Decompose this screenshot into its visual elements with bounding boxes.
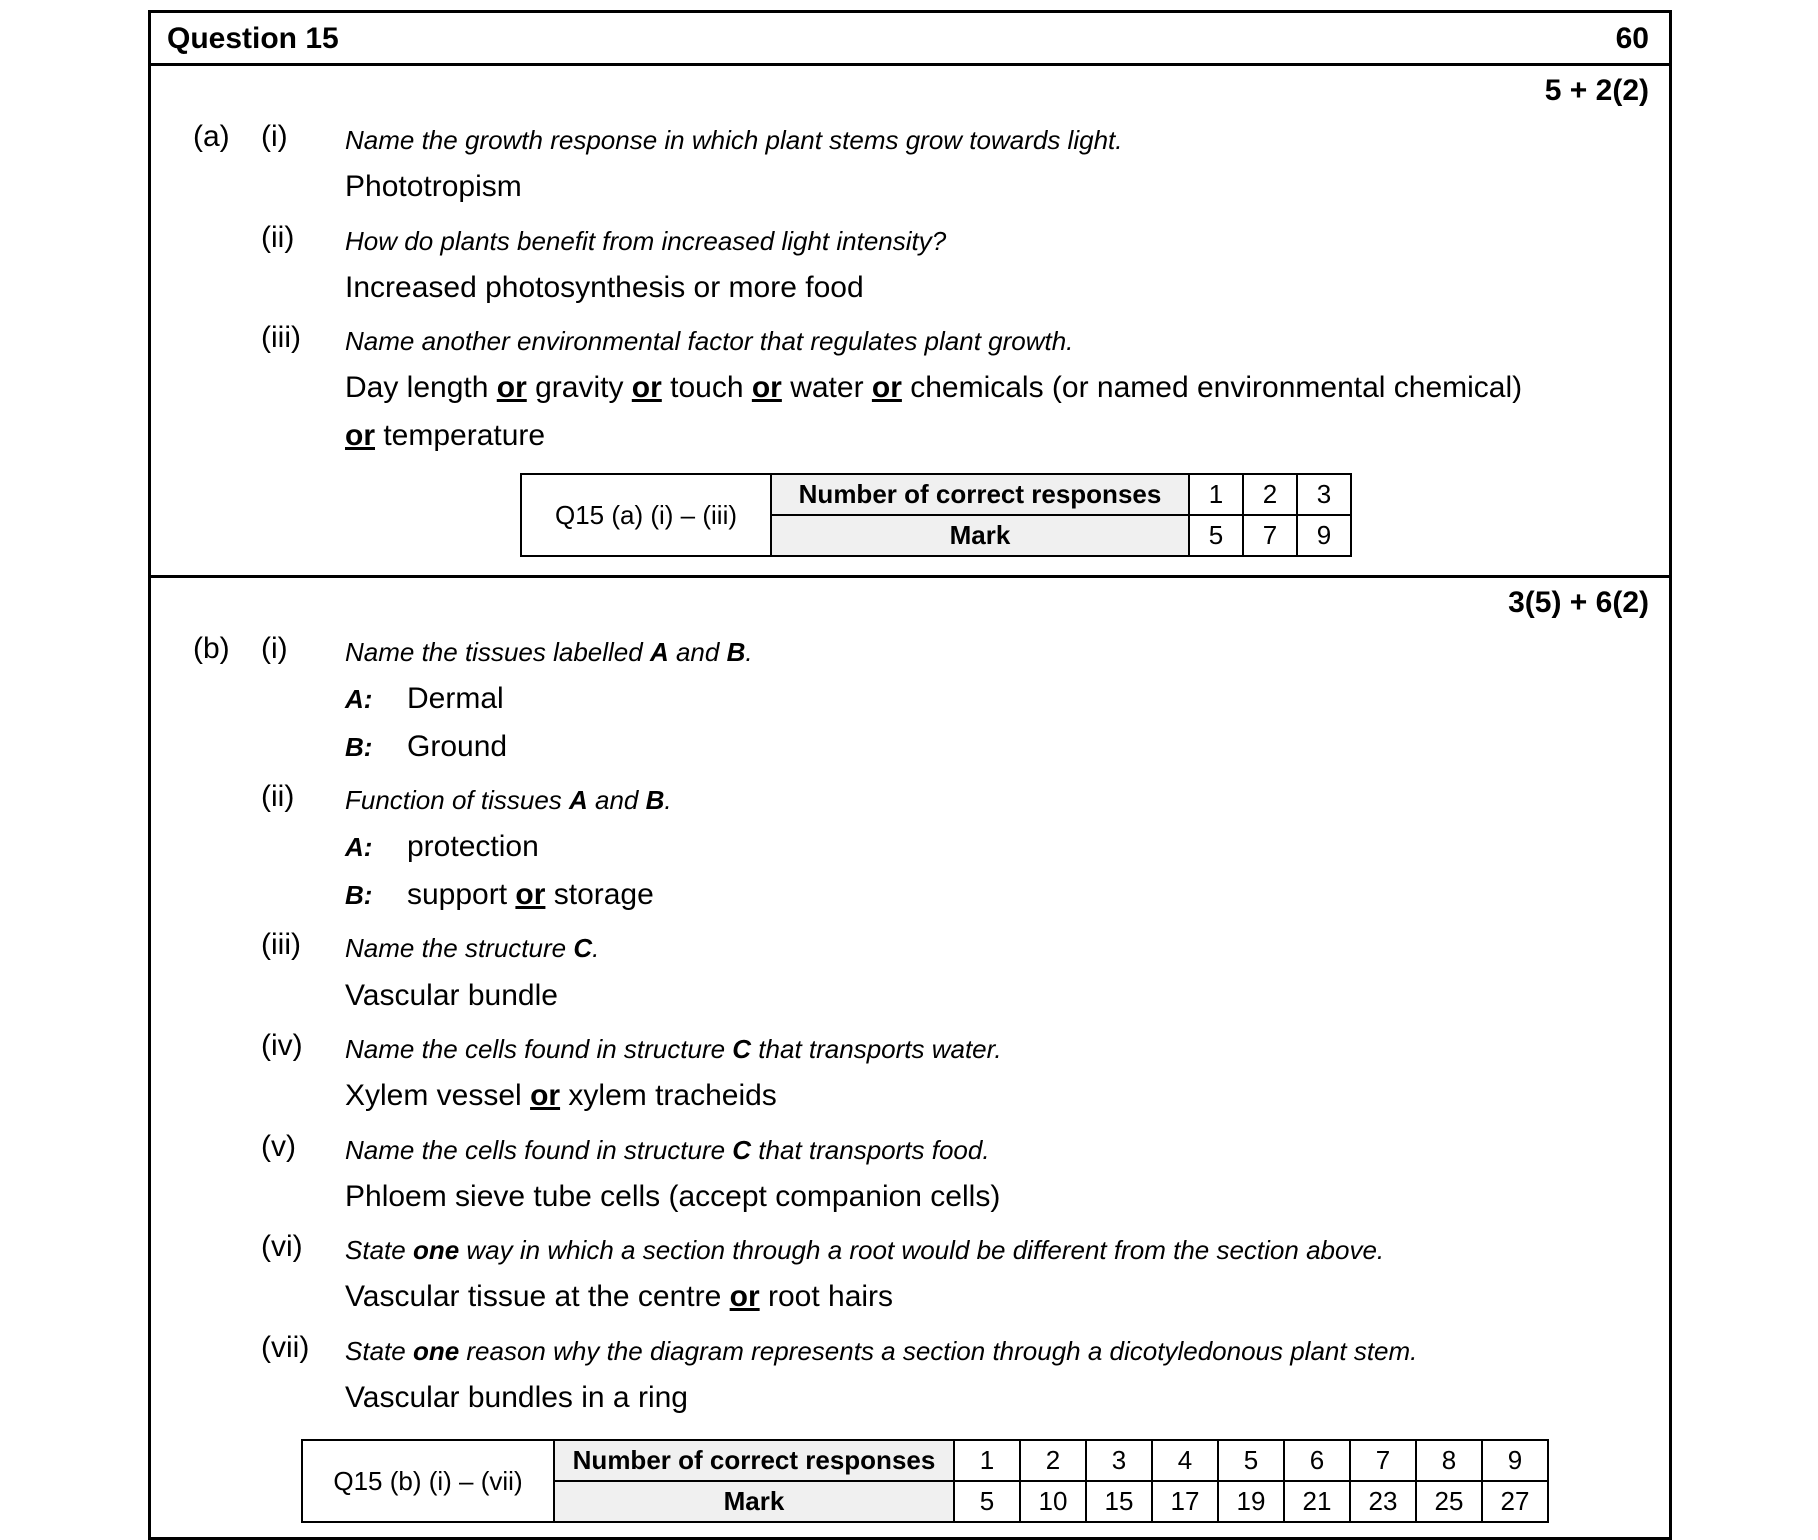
answer-text: Day length or gravity or touch or water or chemicals (or named environmental chemical) <box>345 371 1523 405</box>
answer-text: or temperature <box>345 418 546 452</box>
table-mark-header: Mark <box>771 515 1189 556</box>
item-number: (i) <box>261 120 288 153</box>
table-cell: 5 <box>954 1481 1020 1522</box>
table-cell: 19 <box>1218 1481 1284 1522</box>
answer-text: support or storage <box>407 877 654 911</box>
table-cell: 6 <box>1284 1440 1350 1481</box>
answer-line <box>345 727 1649 768</box>
qa-item <box>151 1228 1669 1325</box>
part-label: (a) <box>193 120 230 153</box>
table-row-label: Q15 (b) (i) – (vii) <box>302 1440 554 1522</box>
item-number: (ii) <box>261 780 295 814</box>
total-marks: 60 <box>1615 22 1649 55</box>
item-number: (vii) <box>261 1330 310 1364</box>
table-cell: 17 <box>1152 1481 1218 1522</box>
part-label-spacer <box>193 1027 261 1124</box>
answer-line <box>345 827 1649 868</box>
part-label-spacer <box>193 1128 261 1225</box>
marking-scheme-document <box>148 10 1672 1540</box>
answer-label: B: <box>345 879 373 910</box>
item-number: (iii) <box>261 321 301 355</box>
question-text: Name the cells found in structure C that transports water. <box>345 1034 1002 1065</box>
item-number: (vi) <box>261 1230 303 1264</box>
item-number: (iii) <box>261 928 301 962</box>
qa-item <box>151 1128 1669 1225</box>
table-col-header: Number of correct responses <box>554 1440 954 1481</box>
question-text: Name the cells found in structure C that transports food. <box>345 1134 990 1165</box>
section-b-marks: 3(5) + 6(2) <box>1508 586 1649 620</box>
part-label-spacer <box>193 319 261 463</box>
answer-line <box>345 679 1649 720</box>
question-text: Name the growth response in which plant stems grow towards light. <box>345 125 1123 155</box>
table-col-header: Number of correct responses <box>771 474 1189 515</box>
table-mark-header: Mark <box>554 1481 954 1522</box>
question-text: Name another environmental factor that regulates plant growth. <box>345 326 1074 357</box>
item-number: (ii) <box>261 220 295 254</box>
section-a <box>151 66 1669 578</box>
part-label-spacer <box>193 219 261 316</box>
table-cell: 7 <box>1243 515 1297 556</box>
table-cell: 5 <box>1189 515 1243 556</box>
table-cell: 2 <box>1243 474 1297 515</box>
item-number: (v) <box>261 1129 296 1163</box>
document-header <box>151 13 1669 66</box>
section-a-marks: 5 + 2(2) <box>1544 74 1649 107</box>
qa-item <box>151 926 1669 1023</box>
table-cell: 9 <box>1297 515 1351 556</box>
table-cell: 9 <box>1482 1440 1548 1481</box>
answer-text: Xylem vessel or xylem tracheids <box>345 1079 777 1113</box>
answer-label: A: <box>345 684 373 715</box>
answer-text: Increased photosynthesis or more food <box>345 270 864 304</box>
answer-text: Phloem sieve tube cells (accept companion cells) <box>345 1179 1001 1213</box>
table-cell: 21 <box>1284 1481 1350 1522</box>
marking-table-a <box>520 473 1352 557</box>
question-text: How do plants benefit from increased light intensity? <box>345 225 947 256</box>
answer-text: Phototropism <box>345 170 522 204</box>
question-text: Name the tissues labelled A and B. <box>345 637 753 668</box>
item-number: (iv) <box>261 1029 303 1063</box>
answer-text: Dermal <box>407 682 504 716</box>
table-cell: 10 <box>1020 1481 1086 1522</box>
table-cell: 2 <box>1020 1440 1086 1481</box>
answer-text: Vascular bundles in a ring <box>345 1380 688 1414</box>
part-label-spacer <box>193 926 261 1023</box>
table-cell: 25 <box>1416 1481 1482 1522</box>
section-b <box>151 578 1669 1537</box>
question-text: Function of tissues A and B. <box>345 785 672 816</box>
qa-item <box>151 319 1669 463</box>
answer-line <box>345 875 1649 916</box>
answer-label: B: <box>345 731 373 762</box>
table-row-label: Q15 (a) (i) – (iii) <box>521 474 771 556</box>
table-cell: 27 <box>1482 1481 1548 1522</box>
qa-item <box>151 778 1669 922</box>
answer-text: protection <box>407 830 539 864</box>
table-cell: 3 <box>1086 1440 1152 1481</box>
qa-item <box>151 118 1669 215</box>
qa-item <box>151 1027 1669 1124</box>
table-cell: 8 <box>1416 1440 1482 1481</box>
answer-text: Vascular bundle <box>345 978 558 1012</box>
part-label-spacer <box>193 778 261 922</box>
table-cell: 3 <box>1297 474 1351 515</box>
table-cell: 15 <box>1086 1481 1152 1522</box>
question-text: State one reason why the diagram represents a section through a dicotyledonous plant stem. <box>345 1335 1418 1366</box>
question-title: Question 15 <box>167 22 339 55</box>
question-text: State one way in which a section through a root would be different from the section above. <box>345 1235 1385 1266</box>
question-text: Name the structure C. <box>345 933 600 964</box>
table-cell: 23 <box>1350 1481 1416 1522</box>
table-cell: 1 <box>954 1440 1020 1481</box>
part-label: (b) <box>193 632 230 666</box>
answer-text: Ground <box>407 729 508 763</box>
table-cell: 4 <box>1152 1440 1218 1481</box>
qa-item <box>151 630 1669 774</box>
qa-item <box>151 219 1669 316</box>
table-cell: 7 <box>1350 1440 1416 1481</box>
marking-table-b <box>301 1439 1549 1523</box>
table-cell: 5 <box>1218 1440 1284 1481</box>
item-number: (i) <box>261 632 288 666</box>
part-label-spacer <box>193 1228 261 1325</box>
answer-text: Vascular tissue at the centre or root hairs <box>345 1280 894 1314</box>
answer-label: A: <box>345 832 373 863</box>
table-cell: 1 <box>1189 474 1243 515</box>
